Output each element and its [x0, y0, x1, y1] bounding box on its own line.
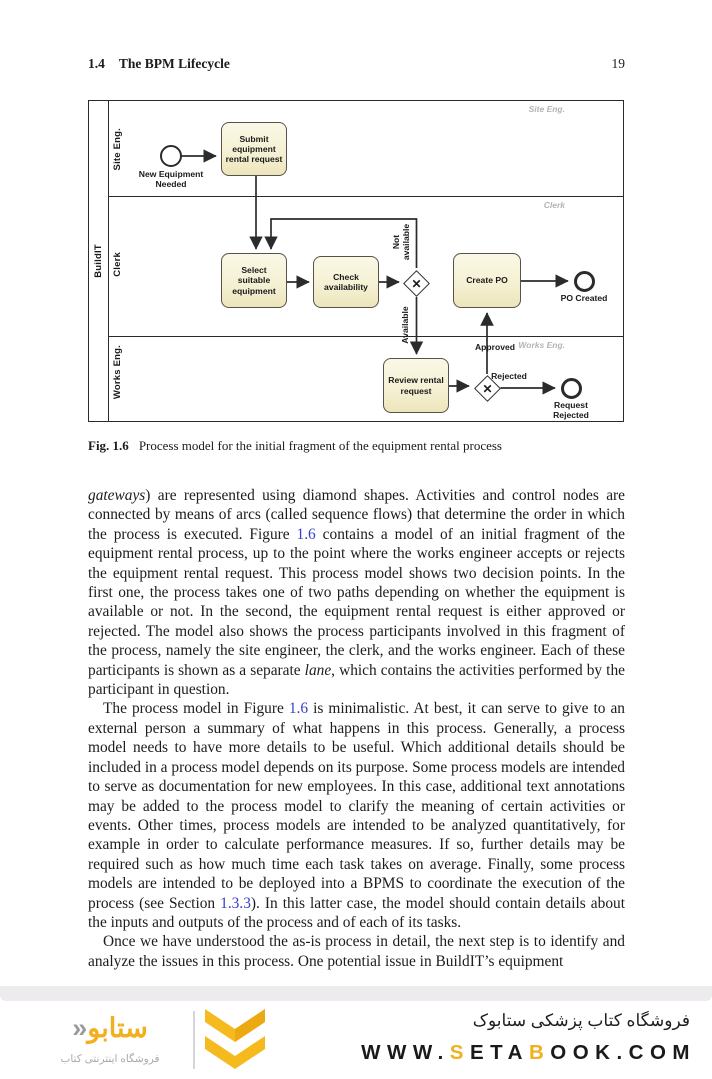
- gateway-x-marker: ✕: [481, 381, 493, 395]
- start-event: [160, 145, 182, 167]
- lane-watermark-works-eng: Works Eng.: [518, 340, 565, 350]
- footer-website-link[interactable]: WWW.SETABOOK.COM: [361, 1041, 696, 1064]
- lane-divider: [108, 336, 623, 337]
- lane-label-clerk: Clerk: [112, 251, 123, 277]
- logo-subtitle: فروشگاه اینترنتی کتاب: [60, 1053, 160, 1065]
- end-event-request-rejected-label: Request Rejected: [553, 400, 589, 420]
- start-event-label: New Equipment Needed: [138, 169, 204, 189]
- cross-reference-link[interactable]: 1.6: [296, 525, 316, 543]
- footer: [0, 1001, 712, 1079]
- paragraph: Once we have understood the as-is process in detail, the next step is to identify and analyze the issues in this process. One potential issue in BuildIT’s equipment: [88, 933, 625, 970]
- paragraph: gateways) are represented using diamond shapes. Activities and control nodes are connected by means of arcs (called sequence flows) that determine the order in which the process is executed. Figure 1.6 contains a model of an initial fragment of the equipment rental process, up to the point where the works engineer accepts or rejects the equipment rental request. This process model shows two decision points. In the first one, the process takes one of two paths depending on whether the equipment is available or not. In the second, the equipment rental request is either approved or rejected. The model also shows the process participants involved in this fragment of the process, namely the site engineer, the clerk, and the works engineer. Each of these participants is shown as a separate lane, which contains the activities performed by the participant in question.: [88, 487, 625, 699]
- section-number: 1.4: [88, 56, 105, 71]
- flow-label-approved: Approved: [474, 342, 516, 352]
- logo-divider: [193, 1011, 195, 1069]
- task-submit-equipment-rental-request: Submit equipment rental request: [221, 122, 287, 176]
- figure-caption-text: Process model for the initial fragment of the equipment rental process: [138, 438, 502, 453]
- footer-divider-band: [0, 986, 712, 1001]
- end-event-request-rejected: [561, 378, 582, 399]
- lane-divider: [108, 196, 623, 197]
- cross-reference-link[interactable]: 1.3.3: [220, 894, 251, 912]
- pool-name: BuildIT: [93, 244, 104, 278]
- end-event-po-created-label: PO Created: [560, 293, 608, 303]
- lane-watermark-clerk: Clerk: [543, 200, 565, 210]
- footer-tagline: فروشگاه کتاب پزشکی ستابوک: [472, 1011, 690, 1030]
- task-check-availability: Check availability: [313, 256, 379, 308]
- cross-reference-link[interactable]: 1.6: [288, 700, 309, 718]
- flow-label-rejected: Rejected: [491, 371, 527, 381]
- task-review-rental-request: Review rental request: [383, 358, 449, 413]
- end-event-po-created: [574, 271, 595, 292]
- bpmn-diagram: [88, 100, 624, 422]
- xor-gateway-availability: [403, 270, 430, 297]
- task-select-suitable-equipment: Select suitable equipment: [221, 253, 287, 308]
- figure-caption: [88, 438, 625, 454]
- setabook-logo-wordmark[interactable]: ستابو«: [72, 1013, 148, 1043]
- section-title: The BPM Lifecycle: [118, 56, 230, 71]
- running-head: [88, 56, 625, 72]
- flow-label-available: Available: [400, 306, 410, 344]
- figure-caption-label: Fig. 1.6: [88, 438, 129, 453]
- lane-label-site-eng: Site Eng.: [112, 127, 123, 171]
- task-create-po: Create PO: [453, 253, 521, 308]
- logo-chevron-glyph: «: [72, 1013, 88, 1043]
- body-text: [88, 486, 625, 971]
- paragraph: The process model in Figure 1.6 is minimalistic. At best, it can serve to give to an external person a summary of what happens in this process. Generally, a process model needs to have more details to be useful. Which additional details should be included in a process model depends on its purpose. Some process models are intended to serve as documentation for new employees. In this case, additional text annotations may be added to the process model to clarify the meaning of certain activities or events. Other times, process models are intended to be analyzed quantitatively, for example in order to calculate performance measures. If so, further details may be required such as how much time each task takes on average. Finally, some process models are intended to be deployed into a BPMS to coordinate the execution of the process (see Section 1.3.3). In this latter case, the model should contain details about the inputs and outputs of the process and of each of its tasks.: [88, 700, 625, 931]
- lane-label-works-eng: Works Eng.: [112, 344, 123, 400]
- gateway-x-marker: ✕: [411, 276, 422, 290]
- flow-label-not-available: Not available: [391, 223, 411, 261]
- page-number: 19: [611, 56, 625, 71]
- lane-watermark-site-eng: Site Eng.: [528, 104, 565, 114]
- pool-label-column: [89, 101, 109, 421]
- setabook-chevron-emblem-icon: [203, 1009, 267, 1071]
